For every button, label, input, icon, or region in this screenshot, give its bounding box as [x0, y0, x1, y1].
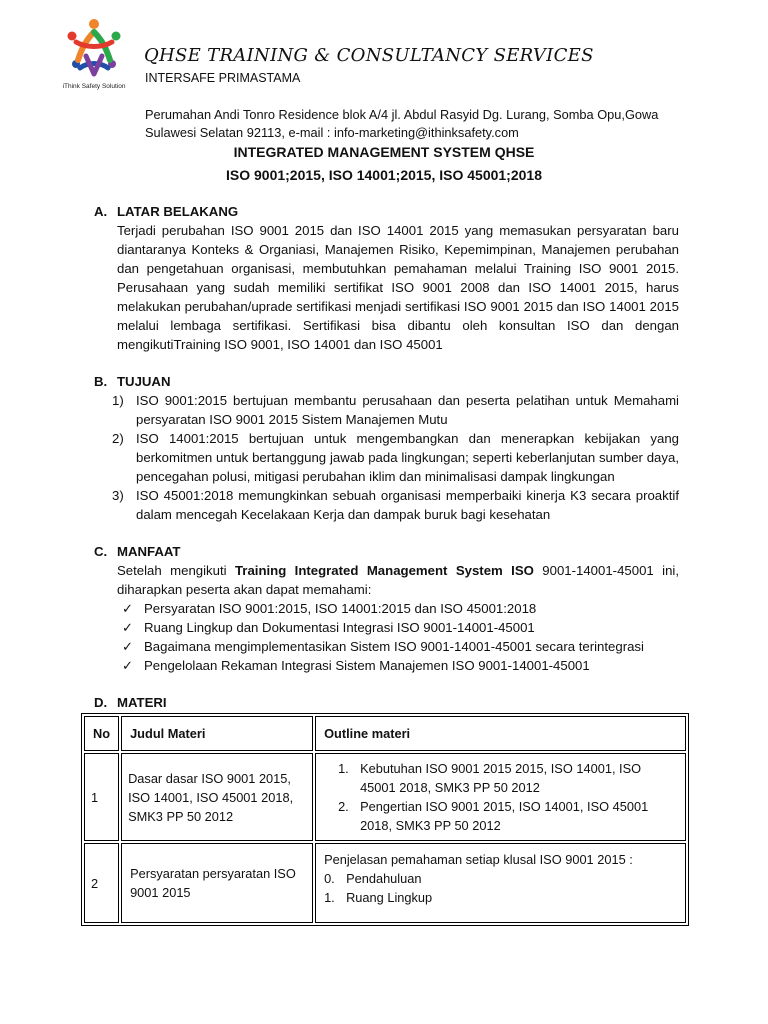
- checkmark-icon: ✓: [122, 620, 134, 635]
- check-item-text: Persyaratan ISO 9001:2015, ISO 14001:2015 dan ISO 45001:2018: [144, 601, 537, 616]
- section-a-heading: [94, 204, 238, 219]
- company-name: QHSE TRAINING & CONSULTANCY SERVICES: [144, 45, 594, 66]
- list-text: ISO 45001:2018 memungkinkan sebuah organisasi memperbaiki kinerja K3 secara proaktif dalam mencegah Kecelakaan Kerja dan dampak buruk bagi kesehatan: [136, 488, 679, 522]
- outline-number: 1.: [324, 890, 335, 905]
- list-text: ISO 14001:2015 bertujuan untuk mengembangkan dan menerapkan kebijakan yang berkomitmen untuk bertanggung jawab pada lingkungan; seperti keberlanjutan sumber daya, pencegahan polusi, mitigasi perubahan iklim dan minimalisasi dampak lingkungan: [136, 431, 679, 484]
- outline-number: 1.: [338, 761, 349, 776]
- ithink-logo-icon: [56, 16, 132, 82]
- list-item: [112, 486, 679, 524]
- section-letter: B.: [94, 374, 108, 389]
- intro-text-end: 9001-14001-45001 ini, diharapkan peserta akan dapat memahami:: [117, 563, 679, 597]
- tujuan-list: [112, 391, 679, 524]
- section-letter: D.: [94, 695, 108, 710]
- header-judul: Judul Materi: [121, 716, 313, 751]
- list-number: 3): [112, 488, 124, 503]
- section-b-heading: [94, 374, 170, 389]
- outline-list: [338, 759, 677, 835]
- section-c-heading: [94, 544, 180, 559]
- section-c-intro: [117, 561, 679, 599]
- intro-bold-text: Training Integrated Management System ISO: [234, 563, 534, 578]
- document-subtitle: ISO 9001;2015, ISO 14001;2015, ISO 45001;2018: [225, 167, 542, 183]
- table-row: [84, 843, 686, 923]
- company-address: [145, 106, 658, 142]
- outline-list: [324, 869, 677, 907]
- section-title: MATERI: [117, 695, 167, 710]
- check-item: [122, 637, 644, 656]
- address-line-1: Perumahan Andi Tonro Residence blok A/4 jl. Abdul Rasyid Dg. Lurang, Somba Opu,Gowa: [145, 107, 659, 122]
- check-item: [122, 656, 644, 675]
- outline-text: Kebutuhan ISO 9001 2015 2015, ISO 14001, ISO 45001 2018, SMK3 PP 50 2012: [360, 761, 642, 795]
- section-letter: A.: [94, 204, 108, 219]
- table-row: [84, 753, 686, 841]
- outline-text: Pengertian ISO 9001 2015, ISO 14001, ISO 45001 2018, SMK3 PP 50 2012: [360, 799, 649, 833]
- check-item-text: Ruang Lingkup dan Dokumentasi Integrasi ISO 9001-14001-45001: [144, 620, 535, 635]
- checkmark-icon: ✓: [122, 658, 134, 673]
- cell-no: 2: [84, 843, 119, 923]
- document-title: INTEGRATED MANAGEMENT SYSTEM QHSE: [233, 144, 535, 160]
- section-title: MANFAAT: [117, 544, 181, 559]
- outline-item: [338, 759, 677, 797]
- header-outline: Outline materi: [315, 716, 686, 751]
- outline-text: Pendahuluan: [346, 871, 422, 886]
- checkmark-icon: ✓: [122, 601, 134, 616]
- check-item: [122, 599, 644, 618]
- outline-text: Ruang Lingkup: [346, 890, 433, 905]
- subcompany-name: INTERSAFE PRIMASTAMA: [145, 71, 301, 85]
- header-no: No: [84, 716, 119, 751]
- cell-outline: [315, 843, 686, 923]
- list-text: ISO 9001:2015 bertujuan membantu perusahaan dan peserta pelatihan untuk Memahami persyaratan ISO 9001 2015 Sistem Manajemen Mutu: [136, 393, 679, 427]
- intro-text: Setelah mengikuti: [117, 563, 235, 578]
- check-item-text: Pengelolaan Rekaman Integrasi Sistem Manajemen ISO 9001-14001-45001: [144, 658, 590, 673]
- list-item: [112, 429, 679, 486]
- cell-no: 1: [84, 753, 119, 841]
- company-logo: [56, 16, 132, 96]
- check-item: [122, 618, 644, 637]
- logo-caption: iThink Safety Solution: [62, 83, 126, 90]
- outline-item: [338, 797, 677, 835]
- section-a-body: Terjadi perubahan ISO 9001 2015 dan ISO 14001 2015 yang memasukan persyaratan baru diantaranya Konteks & Organiasi, Manajemen Risiko, Kepemimpinan, Manajemen perubahan dan pengetahuan organisasi, membutuhkan pemahaman melalui Training ISO 9001 2015. Perusahaan yang sudah memiliki sertifikat ISO 9001 2008 dan ISO 14001 2015, harus melakukan perubahan/uprade sertifikasi menjadi sertifikasi ISO 9001 2015 dan ISO 14001 2015 melalui lembaga sertifikasi. Sertifikasi bisa dibantu oleh konsultan ISO dan dengan mengikutiTraining ISO 9001, ISO 14001 dan ISO 45001: [117, 223, 679, 352]
- table-header-row: [84, 716, 686, 751]
- cell-judul: Dasar dasar ISO 9001 2015, ISO 14001, ISO 45001 2018, SMK3 PP 50 2012: [121, 753, 313, 841]
- cell-judul: Persyaratan persyaratan ISO 9001 2015: [121, 843, 313, 923]
- address-line-2: Sulawesi Selatan 92113, e-mail : info-marketing@ithinksafety.com: [145, 125, 519, 140]
- outline-number: 0.: [324, 871, 335, 886]
- section-letter: C.: [94, 544, 108, 559]
- section-d-heading: [94, 695, 167, 710]
- list-number: 2): [112, 431, 124, 446]
- section-title: TUJUAN: [117, 374, 171, 389]
- checkmark-icon: ✓: [122, 639, 134, 654]
- check-item-text: Bagaimana mengimplementasikan Sistem ISO 9001-14001-45001 secara terintegrasi: [144, 639, 644, 654]
- list-item: [112, 391, 679, 429]
- outline-item: [324, 869, 677, 888]
- section-title: LATAR BELAKANG: [117, 204, 239, 219]
- list-number: 1): [112, 393, 124, 408]
- outline-intro: Penjelasan pemahaman setiap klusal ISO 9001 2015 :: [324, 852, 633, 867]
- manfaat-checklist: [122, 599, 644, 675]
- materi-table: [81, 713, 689, 926]
- outline-item: [324, 888, 677, 907]
- outline-number: 2.: [338, 799, 349, 814]
- cell-outline: [315, 753, 686, 841]
